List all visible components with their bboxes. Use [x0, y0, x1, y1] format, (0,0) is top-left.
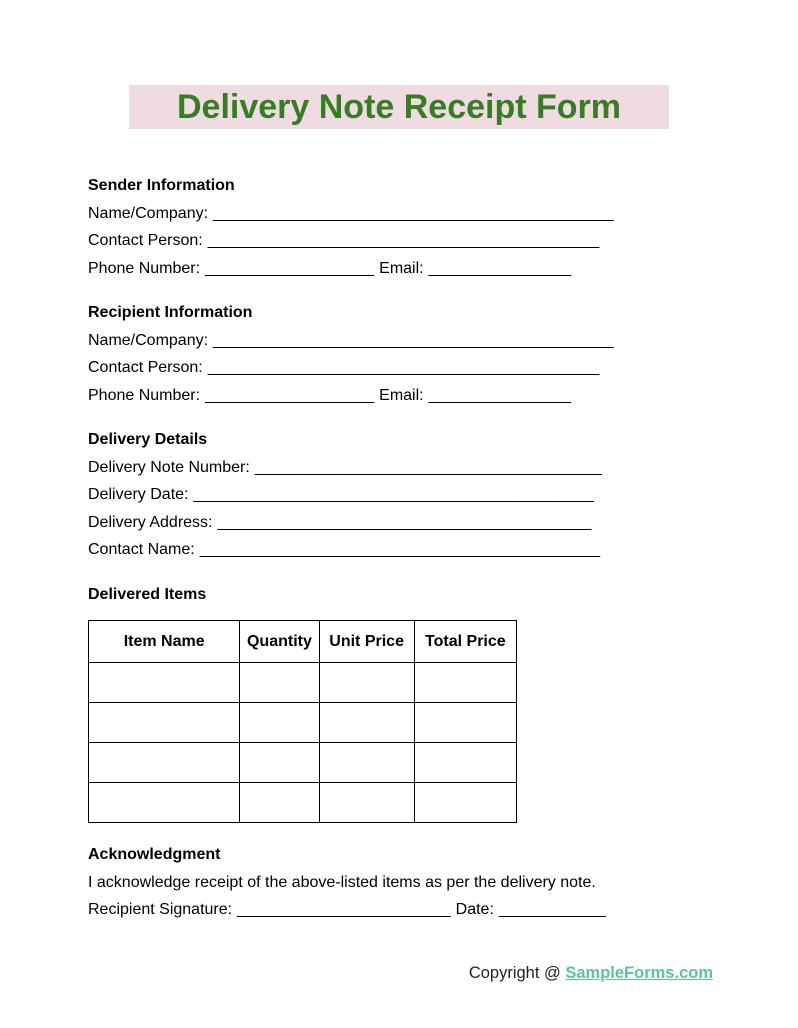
- table-header-row: [89, 621, 517, 663]
- delivered-items-heading: Delivered Items: [88, 585, 207, 603]
- blank-line: ________________: [428, 386, 571, 404]
- table-cell-empty: [414, 663, 516, 703]
- column-header-total-price: Total Price: [414, 621, 516, 663]
- email-pair: [379, 260, 571, 277]
- field-label: Contact Person:: [88, 359, 203, 376]
- acknowledgment-heading: Acknowledgment: [88, 846, 221, 863]
- field-label: Name/Company:: [88, 331, 209, 349]
- field-label: Email:: [379, 386, 424, 404]
- table-cell-empty: [240, 743, 319, 783]
- table-cell-empty: [319, 743, 414, 783]
- blank-line: _____________________________________________: [213, 331, 614, 349]
- field-label: Recipient Signature:: [88, 901, 233, 918]
- blank-line: ________________: [428, 259, 571, 277]
- field-label: Delivery Note Number:: [88, 458, 250, 476]
- delivery-note-number-line: [88, 454, 798, 482]
- recipient-contact-person-line: [88, 354, 798, 382]
- items-table-body: [89, 663, 517, 823]
- column-header-quantity: Quantity: [240, 621, 319, 663]
- field-label: Delivery Date:: [88, 486, 189, 503]
- blank-line: ____________________________________________: [207, 232, 600, 249]
- phone-pair: [88, 260, 374, 277]
- table-cell-empty: [414, 703, 516, 743]
- blank-line: ___________________: [205, 259, 375, 277]
- field-label: Email:: [379, 259, 424, 277]
- field-label: Date:: [455, 901, 494, 918]
- blank-line: __________________________________________: [217, 513, 592, 531]
- table-cell-empty: [240, 783, 319, 823]
- sender-name-company-line: [88, 200, 798, 228]
- delivery-details-heading: Delivery Details: [88, 431, 208, 448]
- blank-line: ____________________________________________: [207, 359, 600, 376]
- table-row: [89, 663, 517, 703]
- table-row: [89, 703, 517, 743]
- table-cell-empty: [240, 663, 319, 703]
- copyright-text: Copyright @: [468, 964, 561, 982]
- sender-section: [88, 172, 798, 282]
- table-row: [89, 783, 517, 823]
- table-cell-empty: [240, 703, 319, 743]
- blank-line: _____________________________________________: [193, 486, 594, 503]
- delivery-details-section: [88, 426, 798, 564]
- table-cell-empty: [414, 743, 516, 783]
- table-cell-empty: [319, 703, 414, 743]
- field-label: Contact Person:: [88, 232, 203, 249]
- blank-line: _______________________________________: [254, 458, 602, 476]
- table-cell-empty: [414, 783, 516, 823]
- phone-pair: [88, 387, 374, 404]
- field-label: Phone Number:: [88, 259, 201, 277]
- table-cell-empty: [89, 703, 240, 743]
- footer: [469, 964, 713, 983]
- recipient-phone-email-line: [88, 382, 798, 410]
- field-label: Name/Company:: [88, 204, 209, 222]
- column-header-unit-price: Unit Price: [319, 621, 414, 663]
- recipient-name-company-line: [88, 327, 798, 355]
- signature-date-line: [88, 896, 798, 924]
- email-pair: [379, 387, 571, 404]
- form-content: [88, 172, 798, 924]
- table-row: [89, 743, 517, 783]
- field-label: Phone Number:: [88, 386, 201, 404]
- date-pair: [456, 901, 606, 918]
- recipient-heading: Recipient Information: [88, 304, 253, 321]
- blank-line: ____________: [498, 901, 606, 918]
- acknowledgment-statement: I acknowledge receipt of the above-listed items as per the delivery note.: [88, 873, 596, 891]
- recipient-section: [88, 299, 798, 409]
- sender-contact-person-line: [88, 227, 798, 255]
- field-label: Delivery Address:: [88, 513, 213, 531]
- acknowledgment-section: [88, 841, 798, 924]
- sampleforms-link[interactable]: SampleForms.com: [565, 964, 713, 982]
- delivered-items-table: [88, 620, 517, 823]
- form-title: Delivery Note Receipt Form: [129, 85, 669, 129]
- table-cell-empty: [89, 743, 240, 783]
- delivery-contact-name-line: [88, 536, 798, 564]
- field-label: Contact Name:: [88, 541, 195, 558]
- blank-line: ___________________: [205, 386, 375, 404]
- table-cell-empty: [319, 783, 414, 823]
- blank-line: _____________________________________________: [199, 541, 601, 558]
- sender-phone-email-line: [88, 255, 798, 283]
- table-cell-empty: [89, 663, 240, 703]
- column-header-item-name: Item Name: [89, 621, 240, 663]
- table-cell-empty: [89, 783, 240, 823]
- sender-heading: Sender Information: [88, 177, 235, 194]
- delivery-date-line: [88, 481, 798, 509]
- table-cell-empty: [319, 663, 414, 703]
- blank-line: _____________________________________________: [213, 204, 614, 222]
- delivery-address-line: [88, 509, 798, 537]
- blank-line: ________________________: [237, 901, 451, 918]
- delivered-items-section: [88, 581, 798, 824]
- signature-pair: [88, 901, 451, 918]
